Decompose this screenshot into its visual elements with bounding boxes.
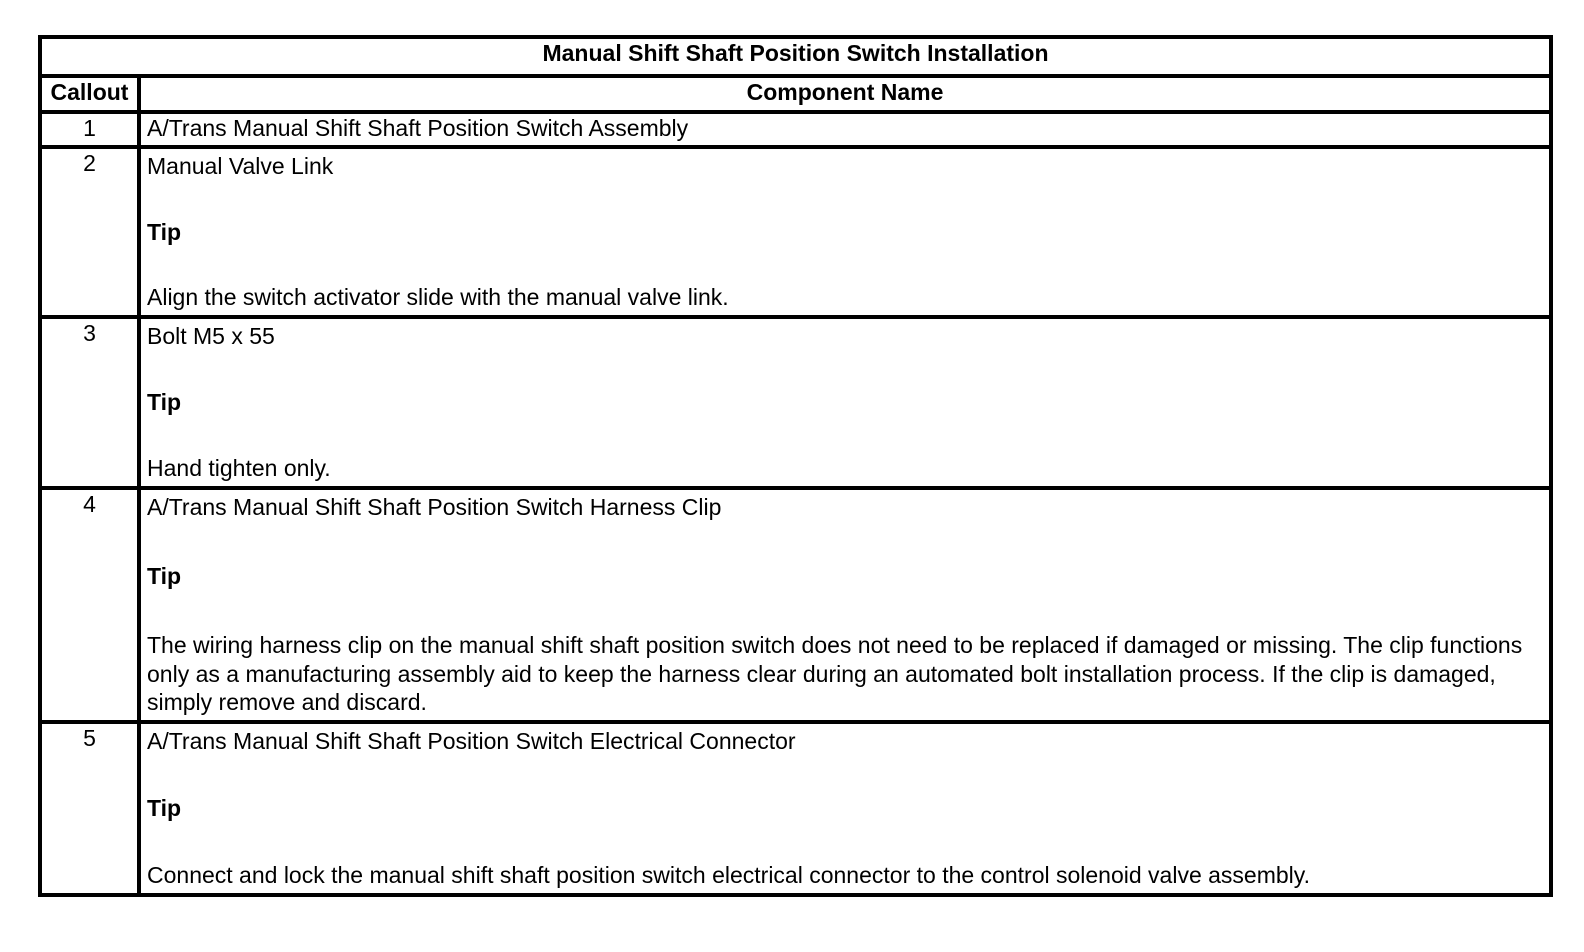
callout-number: 4 <box>40 488 139 722</box>
tip-text: Connect and lock the manual shift shaft position switch electrical connector to the control solenoid valve assembly. <box>147 862 1310 889</box>
component-name: Manual Valve Link <box>147 153 334 179</box>
component-cell <box>139 317 1551 488</box>
table-row <box>40 722 1551 895</box>
tip-text: The wiring harness clip on the manual shift shaft position switch does not need to be replaced if damaged or missing. The clip functions only as a manufacturing assembly aid to keep the harness clear during an automated bolt installation process. If the clip is damaged, simply remove and discard. <box>147 631 1523 716</box>
title-row <box>40 37 1551 76</box>
callout-number: 3 <box>40 317 139 488</box>
tip-label: Tip <box>147 795 182 822</box>
component-cell <box>139 722 1551 895</box>
table-row <box>40 488 1551 722</box>
callout-number: 5 <box>40 722 139 895</box>
component-name: A/Trans Manual Shift Shaft Position Switch Assembly <box>139 112 1551 147</box>
tip-text: Hand tighten only. <box>147 455 331 482</box>
table-row <box>40 317 1551 488</box>
column-header-callout: Callout <box>40 76 139 112</box>
component-name: A/Trans Manual Shift Shaft Position Switch Harness Clip <box>147 494 722 520</box>
header-row <box>40 76 1551 112</box>
tip-label: Tip <box>147 389 182 416</box>
table-title: Manual Shift Shaft Position Switch Installation <box>40 37 1551 76</box>
tip-label: Tip <box>147 218 182 245</box>
table-row <box>40 147 1551 317</box>
component-name: Bolt M5 x 55 <box>147 323 275 349</box>
component-cell <box>139 147 1551 317</box>
component-name: A/Trans Manual Shift Shaft Position Switch Electrical Connector <box>147 728 796 754</box>
installation-table <box>38 35 1553 897</box>
component-cell <box>139 488 1551 722</box>
callout-number: 1 <box>40 112 139 147</box>
column-header-component: Component Name <box>139 76 1551 112</box>
callout-number: 2 <box>40 147 139 317</box>
table-row <box>40 112 1551 147</box>
tip-text: Align the switch activator slide with the manual valve link. <box>147 284 729 311</box>
tip-label: Tip <box>147 562 182 589</box>
